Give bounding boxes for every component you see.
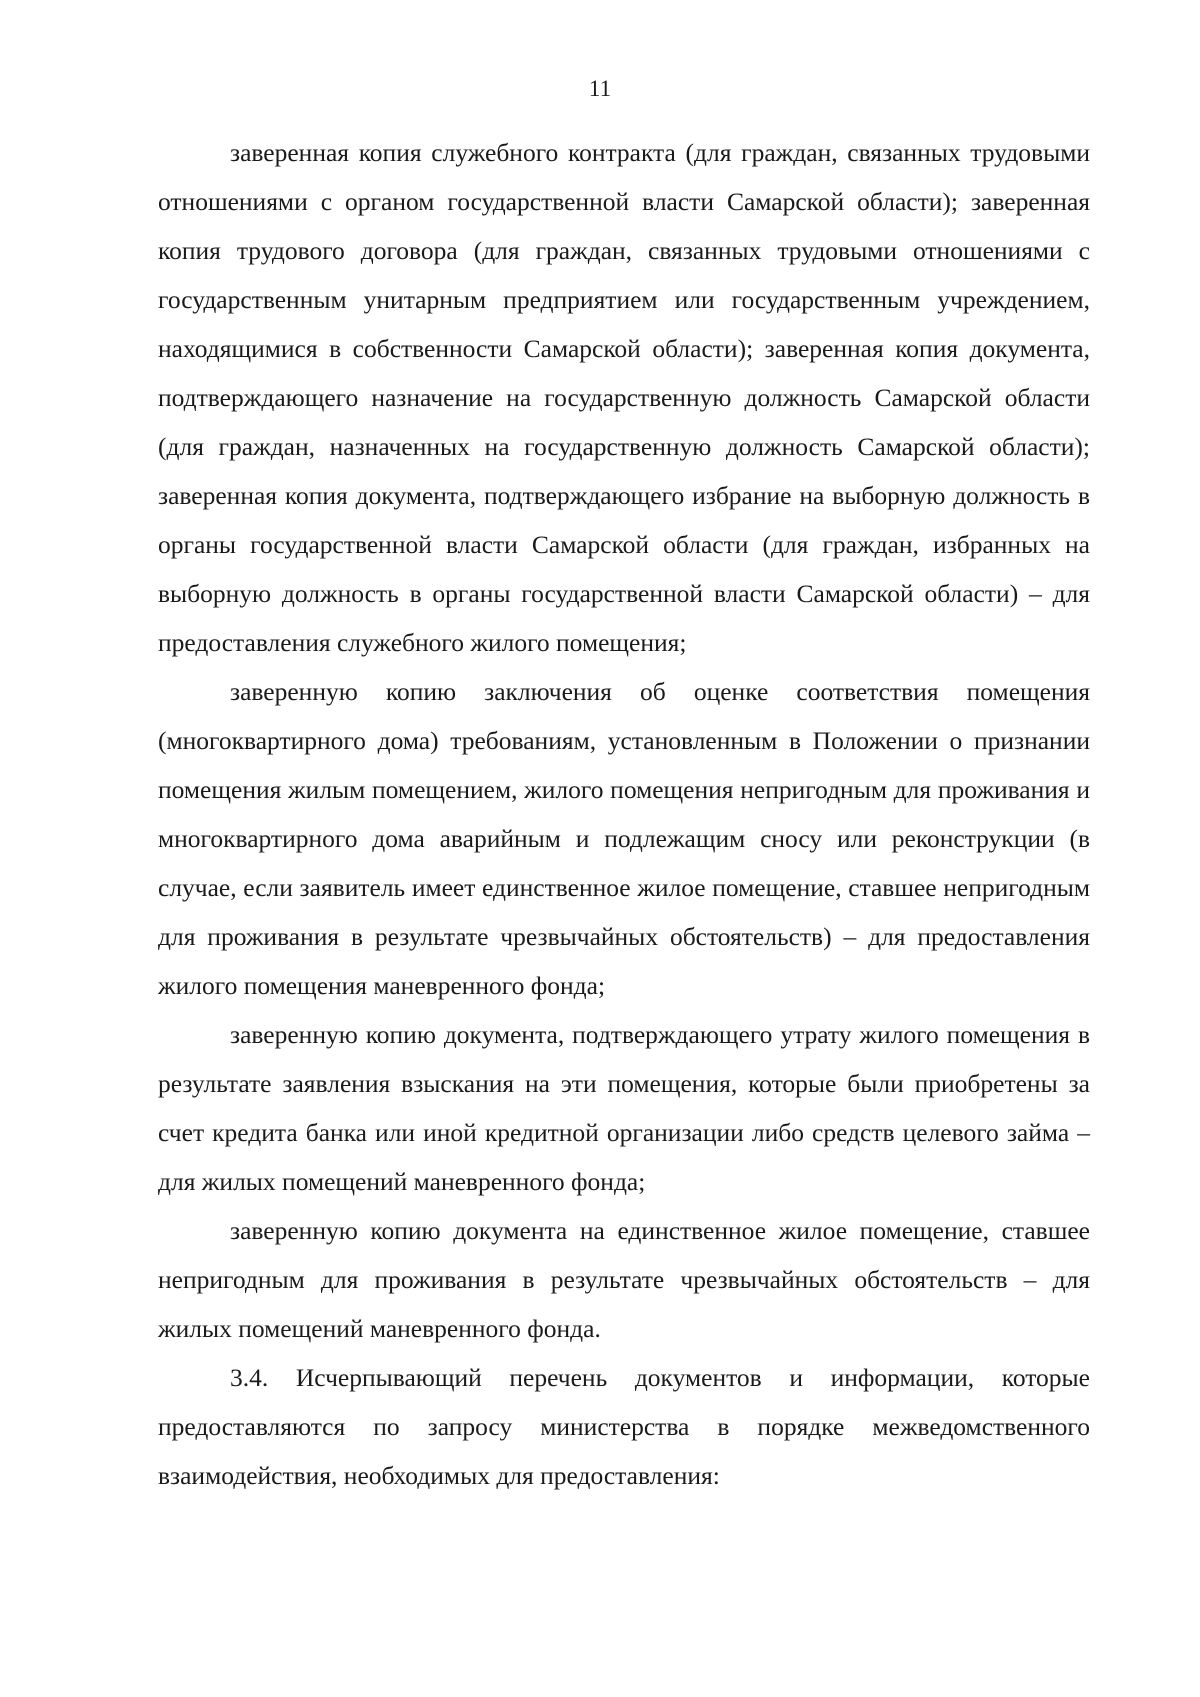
paragraph-sole-housing-document: заверенную копию документа на единственное жилое помещение, ставшее непригодным для проживания в результате чрезвычайных обстоятельств – для жилых помещений маневренного фонда. [158,1216,1090,1343]
paragraph-housing-loss-document: заверенную копию документа, подтверждающего утрату жилого помещения в результате заявления взыскания на эти помещения, которые были приобретены за счет кредита банка или иной кредитной организации либо средств целевого займа – для жилых помещений маневренного фонда; [158,1020,1090,1196]
paragraph-unfit-housing-conclusion: заверенную копию заключения об оценке соответствия помещения (многоквартирного дома) требованиям, установленным в Положении о признании помещения жилым помещением, жилого помещения непригодным для проживания и многоквартирного дома аварийным и подлежащим сносу или реконструкции (в случае, если заявитель имеет единственное жилое помещение, ставшее непригодным для проживания в результате чрезвычайных обстоятельств) – для предоставления жилого помещения маневренного фонда; [158,677,1090,1000]
paragraph-section-3-4: 3.4. Исчерпывающий перечень документов и информации, которые предоставляются по запросу министерства в порядке межведомственного взаимодействия, необходимых для предоставления: [158,1363,1090,1490]
page-number: 11 [588,76,612,101]
document-body [158,128,1090,1500]
paragraph-service-contract-documents: заверенная копия служебного контракта (для граждан, связанных трудовыми отношениями с органом государственной власти Самарской области); заверенная копия трудового договора (для граждан, связанных трудовыми отношениями с государственным унитарным предприятием или государственным учреждением, находящимися в собственности Самарской области); заверенная копия документа, подтверждающего назначение на государственную должность Самарской области (для граждан, назначенных на государственную должность Самарской области); заверенная копия документа, подтверждающего избрание на выборную должность в органы государственной власти Самарской области (для граждан, избранных на выборную должность в органы государственной власти Самарской области) – для предоставления служебного жилого помещения; [158,138,1090,657]
